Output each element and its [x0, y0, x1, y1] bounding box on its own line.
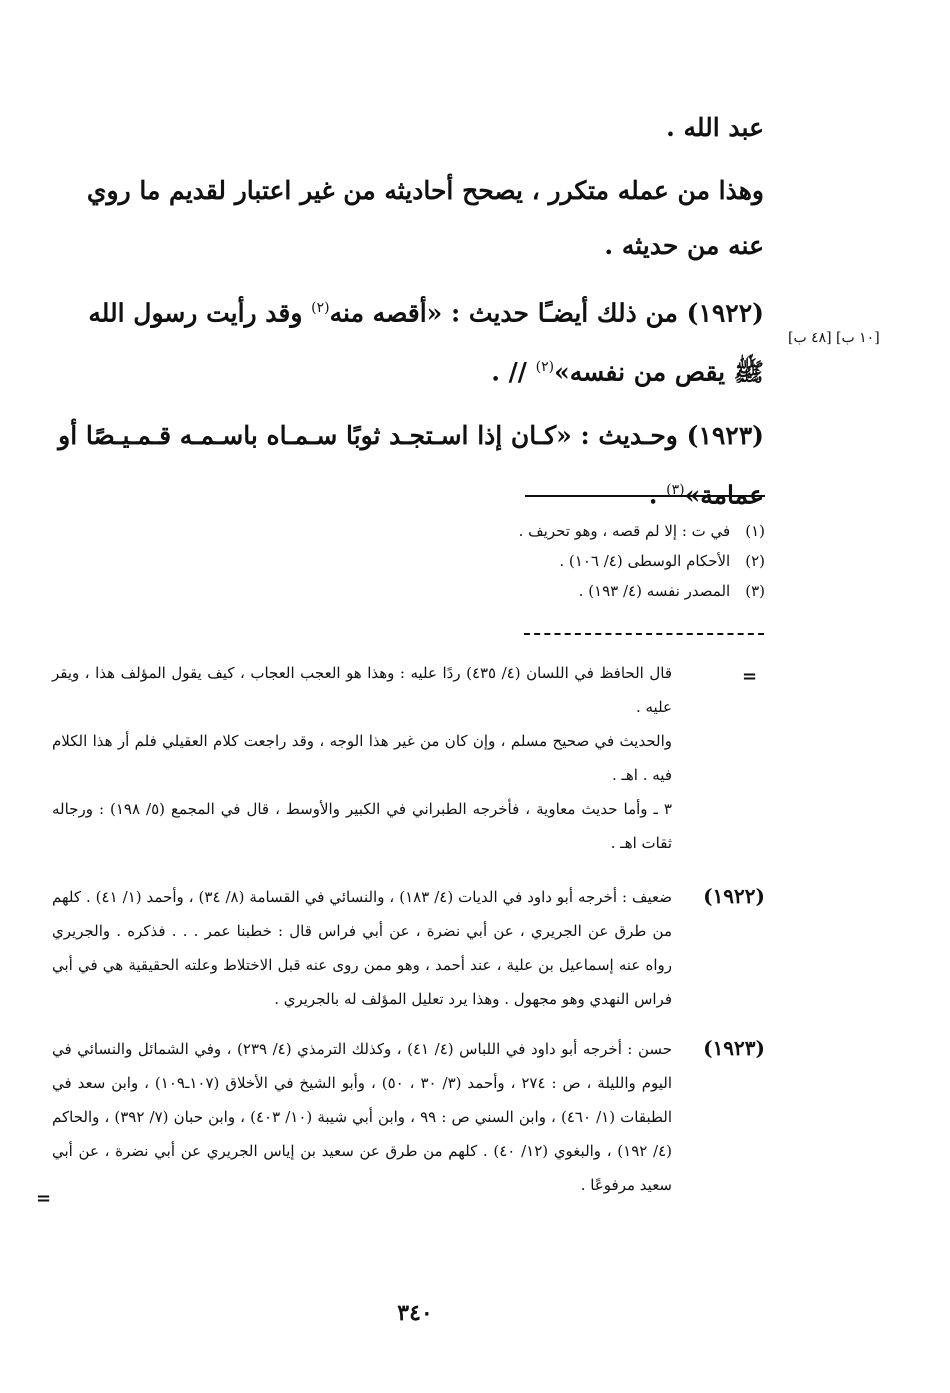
- main-text: [52, 100, 764, 522]
- commentary-1923: [52, 1032, 672, 1202]
- footnote-number: (١): [745, 522, 765, 540]
- footnote-item: [470, 546, 765, 576]
- hadith-number-1923: (١٩٢٣): [686, 420, 764, 450]
- margin-manuscript-reference: [١٠ ب] [٤٨ ب]: [788, 330, 880, 346]
- commentary-number-1922: (١٩٢٢): [703, 884, 765, 908]
- footnote-text: المصدر نفسه (٤/ ١٩٣) .: [578, 582, 731, 600]
- footnote-item: [470, 576, 765, 606]
- commentary-1922: [52, 880, 672, 1016]
- continuation-mark-start: =: [742, 666, 758, 687]
- commentary-paragraph: والحديث في صحيح مسلم ، وإن كان من غير هذا الوجه ، وقد راجعت كلام العقيلي فلم أر هذا الكلام فيه . اهـ .: [52, 732, 672, 784]
- hadith-1922-text-3: // .: [491, 357, 536, 387]
- footnotes: [470, 516, 765, 606]
- footnote-text: في ت : إلا لم قصه ، وهو تحريف .: [518, 522, 731, 540]
- continuation-mark-end: =: [36, 1188, 52, 1209]
- footnote-ref-2b: (٢): [535, 359, 555, 376]
- hadith-number-1922: (١٩٢٢): [686, 298, 764, 328]
- footnote-number: (٢): [745, 552, 765, 570]
- footnote-number: (٣): [745, 582, 765, 600]
- commentary-separator: [524, 633, 764, 635]
- hadith-1922-text-2: وقد رأيت رسول الله ﷺ يقص من نفسه»: [88, 298, 764, 387]
- page-number: ٣٤٠: [397, 1300, 433, 1326]
- hadith-1923-text-1: وحـديث : «كـان إذا اسـتجـد ثوبًا سـمـاه باسـمـه قـمـيـصًا أو عمامة»: [58, 420, 764, 509]
- hadith-1922-text-1: من ذلك أيضـًا حديث : «أقصه منه: [329, 298, 678, 328]
- main-paragraph-2: وهذا من عمله متكرر ، يصحح أحاديثه من غير اعتبار لقديم ما روي عنه من حديثه .: [86, 176, 764, 260]
- hadith-1923: [52, 408, 764, 522]
- commentary-1922-text: ضعيف : أخرجه أبو داود في الديات (٤/ ١٨٣) ، والنسائي في القسامة (٨/ ٣٤) ، وأحمد (١/ ٤١) . كلهم من طرق عن الجريري ، عن أبي نضرة ، عن أبي فراس قال : خطبنا عمر . . . فذكره . والجريري رواه عنه إسماعيل بن علية ، عند أحمد ، وهو ممن روى عنه قبل الاختلاط وعلته الحقيقية هي في أبي فراس النهدي وهو مجهول . وهذا يرد تعليل المؤلف له بالجريري .: [52, 888, 672, 1008]
- hadith-1922: [52, 281, 764, 400]
- commentary-continued: [52, 656, 672, 860]
- footnote-ref-2a: (٢): [311, 300, 330, 316]
- commentary-1923-text: حسن : أخرجه أبو داود في اللباس (٤/ ٤١) ، وكذلك الترمذي (٤/ ٢٣٩) ، وفي الشمائل والنسائي في اليوم والليلة ، ص : ٢٧٤ ، وأحمد (٣/ ٣٠ ، ٥٠) ، وأبو الشيخ في الأخلاق (١٠٧ـ١٠٩) ، وابن سعد في الطبقات (١/ ٤٦٠) ، وابن السني ص : ٩٩ ، وابن أبي شيبة (١٠/ ٤٠٣) ، وابن حبان (٧/ ٣٩٢) ، والحاكم (٤/ ١٩٢) ، والبغوي (١٢/ ٤٠) . كلهم من طرق عن سعيد بن إياس الجريري عن أبي نضرة ، عن أبي سعيد مرفوعًا .: [52, 1040, 673, 1194]
- footnote-ref-3: (٣): [666, 481, 685, 498]
- commentary-paragraph: ٣ ـ وأما حديث معاوية ، فأخرجه الطبراني في الكبير والأوسط ، قال في المجمع (٥/ ١٩٨) : ورجاله ثقات اهـ .: [52, 800, 672, 852]
- hadith-1923-text-2: .: [648, 479, 667, 509]
- commentary-paragraph: قال الحافظ في اللسان (٤/ ٤٣٥) ردًا عليه : وهذا هو العجب العجاب ، كيف يقول المؤلف هذا ، ويقر عليه .: [52, 664, 672, 716]
- footnote-separator: [525, 495, 765, 497]
- commentary-number-1923: (١٩٢٣): [703, 1036, 765, 1060]
- footnote-text: الأحكام الوسطى (٤/ ١٠٦) .: [559, 552, 731, 570]
- main-line-1: عبد الله .: [666, 113, 764, 142]
- footnote-item: [470, 516, 765, 546]
